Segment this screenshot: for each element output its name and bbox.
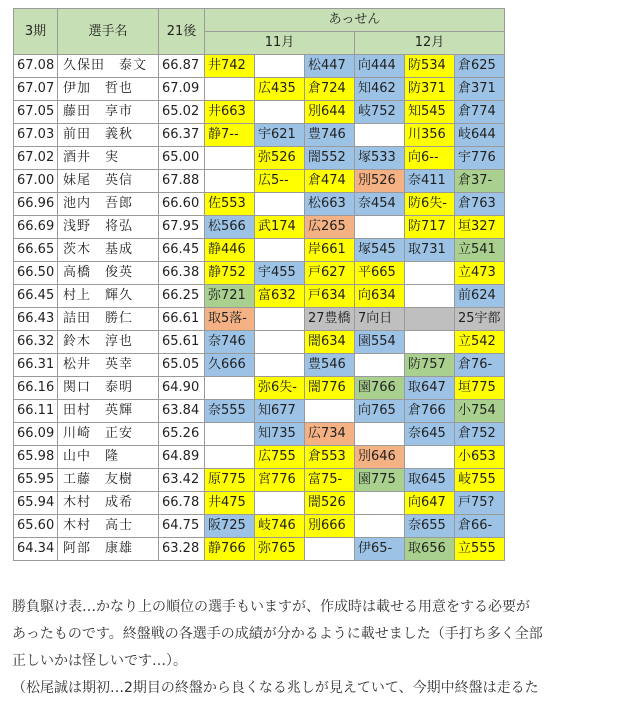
player-name-cell: 妹尾 英信 bbox=[58, 170, 159, 193]
assignment-cell: 立473 bbox=[455, 262, 505, 285]
assignment-cell bbox=[405, 331, 455, 354]
table-row bbox=[14, 193, 505, 216]
late-score-cell: 65.00 bbox=[159, 147, 205, 170]
assignment-cell: 倉371 bbox=[455, 78, 505, 101]
score-cell: 64.34 bbox=[14, 538, 58, 561]
score-cell: 65.98 bbox=[14, 446, 58, 469]
assignment-cell: 弥526 bbox=[255, 147, 305, 170]
assignment-cell bbox=[355, 423, 405, 446]
late-score-cell: 64.90 bbox=[159, 377, 205, 400]
assignment-cell: 7向日 bbox=[355, 308, 405, 331]
assignment-cell bbox=[305, 400, 355, 423]
assignment-cell: 倉37- bbox=[455, 170, 505, 193]
assignment-cell: 豊546 bbox=[305, 354, 355, 377]
assignment-cell: 園775 bbox=[355, 469, 405, 492]
late-score-cell: 66.60 bbox=[159, 193, 205, 216]
assignment-cell: 取656 bbox=[405, 538, 455, 561]
table-row bbox=[14, 262, 505, 285]
assignment-cell: 宇776 bbox=[455, 147, 505, 170]
player-name-cell: 鈴木 淳也 bbox=[58, 331, 159, 354]
assignment-cell bbox=[255, 492, 305, 515]
score-cell: 66.69 bbox=[14, 216, 58, 239]
assignment-cell: 広734 bbox=[305, 423, 355, 446]
assignment-cell: 松663 bbox=[305, 193, 355, 216]
score-cell: 66.16 bbox=[14, 377, 58, 400]
assignment-cell: 富75- bbox=[305, 469, 355, 492]
header-month-2: 12月 bbox=[355, 32, 505, 55]
assignment-cell: 向765 bbox=[355, 400, 405, 423]
score-cell: 65.94 bbox=[14, 492, 58, 515]
table-row bbox=[14, 78, 505, 101]
late-score-cell: 63.28 bbox=[159, 538, 205, 561]
player-name-cell: 伊加 哲也 bbox=[58, 78, 159, 101]
assignment-cell: 静7-- bbox=[205, 124, 255, 147]
assignment-cell: 広5-- bbox=[255, 170, 305, 193]
table-row bbox=[14, 469, 505, 492]
assignment-cell: 弥6失- bbox=[255, 377, 305, 400]
assignment-cell: 武174 bbox=[255, 216, 305, 239]
assignment-cell: 宇455 bbox=[255, 262, 305, 285]
assignment-cell: 倉625 bbox=[455, 55, 505, 78]
player-name-cell: 関口 泰明 bbox=[58, 377, 159, 400]
assignment-cell bbox=[355, 515, 405, 538]
assignment-cell: 奈411 bbox=[405, 170, 455, 193]
table-row bbox=[14, 216, 505, 239]
score-cell: 67.00 bbox=[14, 170, 58, 193]
assignment-cell: 奈555 bbox=[205, 400, 255, 423]
assignment-cell: 倉774 bbox=[455, 101, 505, 124]
assignment-cell: 奈655 bbox=[405, 515, 455, 538]
table-row bbox=[14, 331, 505, 354]
assignment-cell: 岐755 bbox=[455, 469, 505, 492]
assignment-cell bbox=[255, 239, 305, 262]
table-row bbox=[14, 308, 505, 331]
table-row bbox=[14, 101, 505, 124]
player-name-cell: 木村 高士 bbox=[58, 515, 159, 538]
paragraph-line-3: 正しいかは怪しいです…）。 bbox=[12, 653, 187, 669]
assignment-cell: 別526 bbox=[355, 170, 405, 193]
assignment-cell: 向6-- bbox=[405, 147, 455, 170]
assignment-cell: 久666 bbox=[205, 354, 255, 377]
late-score-cell: 64.89 bbox=[159, 446, 205, 469]
assignment-cell: 25宇都 bbox=[455, 308, 505, 331]
assignment-cell: 岸661 bbox=[305, 239, 355, 262]
assignment-cell: 取647 bbox=[405, 377, 455, 400]
late-score-cell: 63.84 bbox=[159, 400, 205, 423]
player-name-cell: 茨木 基成 bbox=[58, 239, 159, 262]
assignment-cell: 別666 bbox=[305, 515, 355, 538]
player-name-cell: 前田 義秋 bbox=[58, 124, 159, 147]
header-late: 21後 bbox=[159, 9, 205, 55]
assignment-cell bbox=[255, 193, 305, 216]
player-name-cell: 松井 英幸 bbox=[58, 354, 159, 377]
assignment-cell bbox=[355, 216, 405, 239]
assignment-cell: 岐752 bbox=[355, 101, 405, 124]
assignment-cell: 佐553 bbox=[205, 193, 255, 216]
late-score-cell: 66.87 bbox=[159, 55, 205, 78]
score-cell: 67.05 bbox=[14, 101, 58, 124]
player-name-cell: 山中 隆 bbox=[58, 446, 159, 469]
score-cell: 65.60 bbox=[14, 515, 58, 538]
assignment-cell: 奈746 bbox=[205, 331, 255, 354]
player-name-cell: 酒井 実 bbox=[58, 147, 159, 170]
assignment-cell bbox=[255, 308, 305, 331]
table-row bbox=[14, 285, 505, 308]
assignment-cell: 広435 bbox=[255, 78, 305, 101]
assignment-cell: 小754 bbox=[455, 400, 505, 423]
assignment-cell: 園554 bbox=[355, 331, 405, 354]
table-row bbox=[14, 147, 505, 170]
assignment-cell bbox=[255, 101, 305, 124]
assignment-cell: 防371 bbox=[405, 78, 455, 101]
assignment-cell: 豊746 bbox=[305, 124, 355, 147]
score-cell: 66.32 bbox=[14, 331, 58, 354]
assignment-cell: 倉752 bbox=[455, 423, 505, 446]
assignment-cell: 防6失- bbox=[405, 193, 455, 216]
assignment-cell: 垣327 bbox=[455, 216, 505, 239]
assignment-cell: 園766 bbox=[355, 377, 405, 400]
score-cell: 67.08 bbox=[14, 55, 58, 78]
assignment-cell: 取645 bbox=[405, 469, 455, 492]
assignment-cell: 戸634 bbox=[305, 285, 355, 308]
assignment-cell: 平665 bbox=[355, 262, 405, 285]
assignment-cell: 井742 bbox=[205, 55, 255, 78]
late-score-cell: 66.45 bbox=[159, 239, 205, 262]
assignment-cell: 倉76- bbox=[455, 354, 505, 377]
paragraph-line-2: あったものです。終盤戦の各選手の成績が分かるように載せました（手打ち多く全部 bbox=[12, 626, 543, 642]
assignment-cell: 原775 bbox=[205, 469, 255, 492]
assignment-cell bbox=[205, 446, 255, 469]
assignment-cell bbox=[205, 377, 255, 400]
player-name-cell: 久保田 泰文 bbox=[58, 55, 159, 78]
player-name-cell: 藤田 享市 bbox=[58, 101, 159, 124]
table-row bbox=[14, 55, 505, 78]
score-cell: 67.03 bbox=[14, 124, 58, 147]
standings-table bbox=[13, 8, 505, 561]
table-row bbox=[14, 400, 505, 423]
player-name-cell: 池内 吾郎 bbox=[58, 193, 159, 216]
assignment-cell bbox=[355, 492, 405, 515]
table-row bbox=[14, 124, 505, 147]
table-row bbox=[14, 538, 505, 561]
assignment-cell: 岐644 bbox=[455, 124, 505, 147]
assignment-cell: 戸627 bbox=[305, 262, 355, 285]
assignment-cell: 知677 bbox=[255, 400, 305, 423]
assignment-cell: 防757 bbox=[405, 354, 455, 377]
assignment-cell bbox=[405, 308, 455, 331]
player-name-cell: 浅野 将弘 bbox=[58, 216, 159, 239]
assignment-cell bbox=[405, 262, 455, 285]
table-row bbox=[14, 423, 505, 446]
assignment-cell: 立555 bbox=[455, 538, 505, 561]
assignment-cell: 静766 bbox=[205, 538, 255, 561]
score-cell: 65.95 bbox=[14, 469, 58, 492]
assignment-cell: 取5落- bbox=[205, 308, 255, 331]
assignment-cell: 倉474 bbox=[305, 170, 355, 193]
score-cell: 66.45 bbox=[14, 285, 58, 308]
assignment-cell bbox=[405, 446, 455, 469]
score-cell: 66.09 bbox=[14, 423, 58, 446]
assignment-cell: 倉553 bbox=[305, 446, 355, 469]
header-period: 3期 bbox=[14, 9, 58, 55]
paragraph-line-4: （松尾誠は期初…2期目の終盤から良くなる兆しが見えていて、今期中終盤は走るた bbox=[12, 680, 539, 696]
score-cell: 67.07 bbox=[14, 78, 58, 101]
assignment-cell: 闇634 bbox=[305, 331, 355, 354]
assignment-cell: 倉724 bbox=[305, 78, 355, 101]
table-row bbox=[14, 170, 505, 193]
late-score-cell: 66.38 bbox=[159, 262, 205, 285]
paragraph-line-1: 勝負駆け表…かなり上の順位の選手もいますが、作成時は載せる用意をする必要が bbox=[12, 599, 530, 615]
assignment-cell: 広265 bbox=[305, 216, 355, 239]
player-name-cell: 木村 成希 bbox=[58, 492, 159, 515]
table-row bbox=[14, 354, 505, 377]
assignment-cell: 向444 bbox=[355, 55, 405, 78]
late-score-cell: 67.95 bbox=[159, 216, 205, 239]
late-score-cell: 66.37 bbox=[159, 124, 205, 147]
header-name: 選手名 bbox=[58, 9, 159, 55]
score-cell: 66.65 bbox=[14, 239, 58, 262]
assignment-cell: 防534 bbox=[405, 55, 455, 78]
late-score-cell: 65.26 bbox=[159, 423, 205, 446]
assignment-cell bbox=[205, 423, 255, 446]
player-name-cell: 村上 輝久 bbox=[58, 285, 159, 308]
late-score-cell: 65.61 bbox=[159, 331, 205, 354]
player-name-cell: 阿部 康雄 bbox=[58, 538, 159, 561]
assignment-cell: 塚545 bbox=[355, 239, 405, 262]
assignment-cell: 立541 bbox=[455, 239, 505, 262]
late-score-cell: 67.88 bbox=[159, 170, 205, 193]
assignment-cell: 闇552 bbox=[305, 147, 355, 170]
player-name-cell: 田村 英輝 bbox=[58, 400, 159, 423]
player-name-cell: 高橋 俊英 bbox=[58, 262, 159, 285]
score-cell: 66.11 bbox=[14, 400, 58, 423]
assignment-cell: 弥721 bbox=[205, 285, 255, 308]
assignment-cell: 奈454 bbox=[355, 193, 405, 216]
assignment-cell bbox=[205, 78, 255, 101]
score-cell: 66.43 bbox=[14, 308, 58, 331]
assignment-cell: 27豊橋 bbox=[305, 308, 355, 331]
assignment-cell: 富632 bbox=[255, 285, 305, 308]
player-name-cell: 工藤 友樹 bbox=[58, 469, 159, 492]
late-score-cell: 67.09 bbox=[159, 78, 205, 101]
assignment-cell: 防717 bbox=[405, 216, 455, 239]
table-row bbox=[14, 515, 505, 538]
table-row bbox=[14, 492, 505, 515]
table-row bbox=[14, 377, 505, 400]
assignment-cell: 塚533 bbox=[355, 147, 405, 170]
score-cell: 66.31 bbox=[14, 354, 58, 377]
score-cell: 66.96 bbox=[14, 193, 58, 216]
assignment-cell: 松447 bbox=[305, 55, 355, 78]
assignment-cell: 立542 bbox=[455, 331, 505, 354]
assignment-cell: 知462 bbox=[355, 78, 405, 101]
assignment-cell: 宮776 bbox=[255, 469, 305, 492]
assignment-cell: 伊65- bbox=[355, 538, 405, 561]
late-score-cell: 65.05 bbox=[159, 354, 205, 377]
late-score-cell: 66.25 bbox=[159, 285, 205, 308]
assignment-cell: 倉766 bbox=[405, 400, 455, 423]
assignment-cell: 宇621 bbox=[255, 124, 305, 147]
assignment-cell: 川356 bbox=[405, 124, 455, 147]
assignment-cell: 井663 bbox=[205, 101, 255, 124]
header-group: あっせん bbox=[205, 9, 505, 32]
late-score-cell: 65.02 bbox=[159, 101, 205, 124]
assignment-cell: 前624 bbox=[455, 285, 505, 308]
late-score-cell: 66.61 bbox=[159, 308, 205, 331]
header-month-1: 11月 bbox=[205, 32, 355, 55]
assignment-cell: 岐746 bbox=[255, 515, 305, 538]
assignment-cell: 広755 bbox=[255, 446, 305, 469]
assignment-cell bbox=[405, 285, 455, 308]
score-cell: 67.02 bbox=[14, 147, 58, 170]
table-row bbox=[14, 239, 505, 262]
assignment-cell: 闇776 bbox=[305, 377, 355, 400]
assignment-cell: 戸75? bbox=[455, 492, 505, 515]
assignment-cell: 弥765 bbox=[255, 538, 305, 561]
assignment-cell: 向647 bbox=[405, 492, 455, 515]
assignment-cell bbox=[355, 124, 405, 147]
assignment-cell: 倉66- bbox=[455, 515, 505, 538]
assignment-cell: 小653 bbox=[455, 446, 505, 469]
late-score-cell: 66.78 bbox=[159, 492, 205, 515]
assignment-cell: 知545 bbox=[405, 101, 455, 124]
score-cell: 66.50 bbox=[14, 262, 58, 285]
assignment-cell: 垣775 bbox=[455, 377, 505, 400]
assignment-cell bbox=[205, 170, 255, 193]
late-score-cell: 63.42 bbox=[159, 469, 205, 492]
assignment-cell bbox=[255, 55, 305, 78]
late-score-cell: 64.75 bbox=[159, 515, 205, 538]
table-body bbox=[14, 55, 505, 561]
assignment-cell: 静752 bbox=[205, 262, 255, 285]
assignment-cell bbox=[255, 354, 305, 377]
assignment-cell: 知735 bbox=[255, 423, 305, 446]
assignment-cell bbox=[355, 354, 405, 377]
table-row bbox=[14, 446, 505, 469]
assignment-cell: 闇526 bbox=[305, 492, 355, 515]
assignment-cell: 別646 bbox=[355, 446, 405, 469]
assignment-cell: 奈645 bbox=[405, 423, 455, 446]
assignment-cell bbox=[205, 147, 255, 170]
assignment-cell: 井475 bbox=[205, 492, 255, 515]
assignment-cell: 取731 bbox=[405, 239, 455, 262]
player-name-cell: 川崎 正安 bbox=[58, 423, 159, 446]
assignment-cell bbox=[305, 538, 355, 561]
assignment-cell: 静446 bbox=[205, 239, 255, 262]
assignment-cell: 倉763 bbox=[455, 193, 505, 216]
player-name-cell: 詰田 勝仁 bbox=[58, 308, 159, 331]
assignment-cell: 阪725 bbox=[205, 515, 255, 538]
assignment-cell: 松566 bbox=[205, 216, 255, 239]
assignment-cell: 別644 bbox=[305, 101, 355, 124]
assignment-cell bbox=[255, 331, 305, 354]
assignment-cell: 向634 bbox=[355, 285, 405, 308]
